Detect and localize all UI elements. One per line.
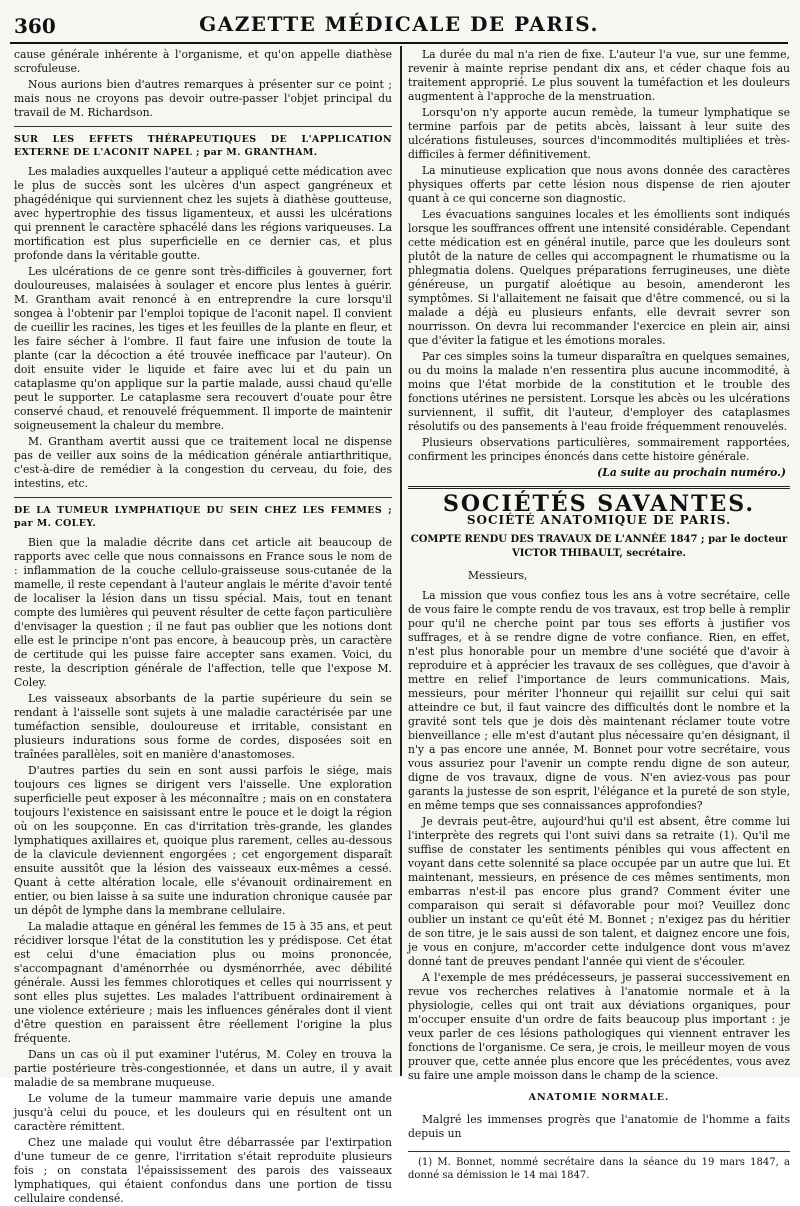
page-header: [10, 8, 788, 44]
paragraph: La minutieuse explication que nous avons donnée des caractères physiques offerts par cette lésion nous dispense de rien ajouter quant à ce qui concerne son diagnostic.: [408, 164, 790, 205]
column-divider: [400, 46, 402, 1076]
paragraph: Dans un cas où il put examiner l'utérus, M. Coley en trouva la partie postérieure très-congestionnée, et dans un autre, il y avait maladie de sa membrane muqueuse.: [14, 1048, 392, 1089]
paragraph: Les évacuations sanguines locales et les émollients sont indiqués lorsque les souffrances offrent une intensité considérable. Cependant cette médication est en général inutile, parce que les douleurs sont plutôt de la nature de celles qui accompagnent le rhumatisme ou la phlegmatia dolens. Quelques préparations ferrugineuses, une diète généreuse, un purgatif aloétique au besoin, amenderont les symptômes. Si l'allaitement ne faisait que d'être commencé, ou si la malade a déjà eu plusieurs enfants, elle devrait sevrer son nourrisson. On devra lui recommander l'exercice en plein air, ainsi que d'éviter la fatigue et les émotions morales.: [408, 208, 790, 347]
subsection-heading: ANATOMIE NORMALE.: [528, 1092, 670, 1103]
report-heading: COMPTE RENDU DES TRAVAUX DE L'ANNÉE 1847 ; par le docteur VICTOR THIBAULT, secrétaire.: [410, 534, 788, 559]
left-column: [14, 48, 392, 1205]
paragraph: Par ces simples soins la tumeur disparaîtra en quelques semaines, ou du moins la malade n'en ressentira plus aucune incommodité, à moins que l'état morbide de la constitution et le trouble des fonctions utérines ne persistent. Lorsque les abcès ou les ulcérations surviennent, il suffit, dit l'auteur, d'employer des cataplasmes résolutifs ou des pansements à l'eau froide fréquemment renouvelés.: [408, 350, 790, 433]
paragraph: Lorsqu'on n'y apporte aucun remède, la tumeur lymphatique se termine parfois par de petits abcès, laissant à leur suite des ulcérations fistuleuses, sources d'incommodités multipliées et très-difficiles à fermer définitivement.: [408, 106, 790, 161]
paragraph: A l'exemple de mes prédécesseurs, je passerai successivement en revue vos recherches relatives à l'anatomie normale et à la physiologie, celles qui ont trait aux déviations organiques, pour m'occuper ensuite d'un ordre de faits beaucoup plus important : je veux parler de ces lésions pathologiques qui viennent entraver les fonctions de l'organisme. Ce sera, je crois, le meilleur moyen de vous prouver que, cette année plus encore que les précédentes, vous avez su faire une ample moisson dans le champ de la science.: [408, 971, 790, 1082]
society-name: SOCIÉTÉ ANATOMIQUE DE PARIS.: [466, 513, 732, 527]
paragraph: Malgré les immenses progrès que l'anatomie de l'homme a faits depuis un: [408, 1113, 790, 1140]
paragraph: Bien que la maladie décrite dans cet article ait beaucoup de rapports avec celle que nous connaissons en France sous le nom de : inflammation de la couche cellulo-graisseuse sous-cutanée de la mamelle, il reste cependant à l'auteur anglais le mérite d'avoir tenté de localiser la lésion dans un tissu spécial. Mais, tout en tenant compte des lumières qui peuvent résulter de cette façon particulière d'envisager la question ; il ne faut pas oublier que les notions dont elle est le principe n'ont pas encore, à beaucoup près, un caractère de certitude qui les puisse faire accepter sans examen. Voici, du reste, la description générale de l'affection, telle que l'expose M. Coley.: [14, 536, 392, 689]
paragraph: Les ulcérations de ce genre sont très-difficiles à gouverner, fort douloureuses, malaisées à soulager et encore plus lentes à guérir. M. Grantham avait renoncé à en entreprendre la cure lorsqu'il songea à l'obtenir par l'emploi topique de l'aconit napel. Il convient de cueillir les racines, les tiges et les feuilles de la plante en fleur, et les faire sécher à l'ombre. Il faut faire une infusion de toute la plante (car la décoction a été trouvée inefficace par l'auteur). On doit ensuite vider le liquide et faire avec lui et du pain un cataplasme qu'on applique sur la partie malade, aussi chaud qu'elle peut le supporter. Le cataplasme sera recouvert d'ouate pour être conservé chaud, et renouvelé fréquemment. Il importe de maintenir soigneusement la chaleur du membre.: [14, 265, 392, 432]
article-heading-tumeur: DE LA TUMEUR LYMPHATIQUE DU SEIN CHEZ LES FEMMES ; par M. COLEY.: [14, 497, 392, 530]
article-heading-aconit: SUR LES EFFETS THÉRAPEUTIQUES DE L'APPLICATION EXTERNE DE L'ACONIT NAPEL ; par M. GRANTHAM.: [14, 126, 392, 159]
paragraph: Le volume de la tumeur mammaire varie depuis une amande jusqu'à celui du pouce, et les douleurs qui en résultent ont un caractère rémittent.: [14, 1092, 392, 1133]
paragraph: Nous aurions bien d'autres remarques à présenter sur ce point ; mais nous ne croyons pas devoir outre-passer l'objet principal du travail de M. Richardson.: [14, 78, 392, 119]
continuation-note: (La suite au prochain numéro.): [597, 466, 786, 479]
paragraph: cause générale inhérente à l'organisme, et qu'on appelle diathèse scrofuleuse.: [14, 48, 392, 75]
right-column: [408, 48, 790, 1181]
paragraph: Plusieurs observations particulières, sommairement rapportées, confirment les principes énoncés dans cette histoire générale.: [408, 436, 790, 463]
paragraph: La maladie attaque en général les femmes de 15 à 35 ans, et peut récidiver lorsque l'état de la constitution les y prédispose. Cet état est celui d'une émaciation plus ou moins prononcée, s'accompagnant d'aménorrhée ou dysménorrhée, avec débilité générale. Aussi les femmes chlorotiques et celles qui nourrissent y sont elles plus sujettes. Les malades l'attribuent ordinairement à une violence extérieure ; mais les influences générales dont il vient d'être question en paraissent être réellement l'origine la plus fréquente.: [14, 920, 392, 1045]
footnote: [408, 1151, 790, 1182]
page-number: 360: [14, 14, 56, 38]
footnote-text: (1) M. Bonnet, nommé secrétaire dans la séance du 19 mars 1847, a donné sa démission le 14 mai 1847.: [408, 1157, 790, 1181]
section-title-societes: SOCIÉTÉS SAVANTES.: [442, 491, 756, 517]
paragraph: Les vaisseaux absorbants de la partie supérieure du sein se rendant à l'aisselle sont sujets à une maladie caractérisée par une tuméfaction sensible, douloureuse et irritable, consistant en plusieurs indurations sous forme de cordes, disposées soit en traînées parallèles, soit en manière d'anastomoses.: [14, 692, 392, 761]
paragraph: Les maladies auxquelles l'auteur a appliqué cette médication avec le plus de succès sont les ulcères d'un aspect gangréneux et phagédénique qui surviennent chez les sujets à diathèse goutteuse, avec hypertrophie des tissus ligamenteux, et aussi les ulcérations qui prennent le caractère sphacélé dans les régions variqueuses. La mortification est plus superficielle en ce dernier cas, et plus profonde dans la véritable goutte.: [14, 165, 392, 262]
paragraph: Je devrais peut-être, aujourd'hui qu'il est absent, être comme lui l'interprète des regrets qui l'ont suivi dans sa retraite (1). Qu'il me suffise de constater les sentiments pénibles qui vous affectent en voyant dans cette solennité sa place occupée par un autre que lui. Et maintenant, messieurs, en présence de ces mêmes sentiments, mon embarras n'est-il pas encore plus grand? Comment éviter une comparaison qui serait si défavorable pour moi? Veuillez donc oublier un instant ce qu'eût été M. Bonnet ; n'exigez pas du héritier de son titre, je le sais aussi de son talent, et daignez encore une fois, je vous en conjure, m'accorder cette indulgence dont vous m'avez donné tant de preuves pendant l'année qui vient de s'écouler.: [408, 815, 790, 968]
paragraph: La durée du mal n'a rien de fixe. L'auteur l'a vue, sur une femme, revenir à mainte reprise pendant dix ans, et céder chaque fois au traitement approprié. Le plus souvent la tuméfaction et les douleurs augmentent à l'approche de la menstruation.: [408, 48, 790, 103]
paragraph: La mission que vous confiez tous les ans à votre secrétaire, celle de vous faire le compte rendu de vos travaux, est trop belle à remplir pour qu'il ne cherche point par tous ses efforts à justifier vos suffrages, et à se rendre digne de votre confiance. Rien, en effet, n'est plus honorable pour un membre d'une société que d'avoir à reproduire et à apprécier les travaux de ses collègues, que d'avoir à mettre en relief l'importance de leurs communications. Mais, messieurs, pour mériter l'honneur qui rejaillit sur celui qui sait atteindre ce but, il faut vaincre des difficultés dont le nombre et la gravité sont tels que je dois dès maintenant réclamer toute votre bienveillance ; elle m'est d'autant plus nécessaire qu'en désignant, il n'y a pas encore une année, M. Bonnet pour votre secrétaire, vous vous assuriez pour l'avenir un compte rendu digne de son auteur, digne de vos travaux, digne de vous. N'en aviez-vous pas pour garants la justesse de son esprit, l'élégance et la pureté de son style, en même temps que ses connaissances approfondies?: [408, 589, 790, 812]
section-rule: [408, 486, 790, 489]
paragraph: M. Grantham avertit aussi que ce traitement local ne dispense pas de veiller aux soins de la médication générale antiarthritique, c'est-à-dire de remédier à la congestion du cerveau, du foie, des intestins, etc.: [14, 435, 392, 490]
paragraph: D'autres parties du sein en sont aussi parfois le siége, mais toujours ces lignes se dirigent vers l'aisselle. Une exploration superficielle peut exposer à les méconnaître ; mais on en constatera toujours l'existence en saisissant entre le pouce et le doigt la région où on les soupçonne. En cas d'irritation très-grande, les glandes lymphatiques axillaires et, quoique plus rarement, celles au-dessous de la clavicule deviennent engorgées ; cet engorgement disparaît ensuite aussitôt que la lésion des vaisseaux eux-mêmes a cessé. Quant à cette altération locale, elle s'évanouit ordinairement en entier, ou bien laisse à sa suite une induration chronique causée par un dépôt de lymphe dans la membrane cellulaire.: [14, 764, 392, 917]
salutation: Messieurs,: [468, 569, 528, 582]
journal-title: GAZETTE MÉDICALE DE PARIS.: [199, 12, 599, 36]
paragraph: Chez une malade qui voulut être débarrassée par l'extirpation d'une tumeur de ce genre, l'irritation s'était reproduite plusieurs fois ; on constata l'épaississement des parois des vaisseaux lymphatiques, qui étaient confondus dans une portion de tissu cellulaire condensé.: [14, 1136, 392, 1205]
